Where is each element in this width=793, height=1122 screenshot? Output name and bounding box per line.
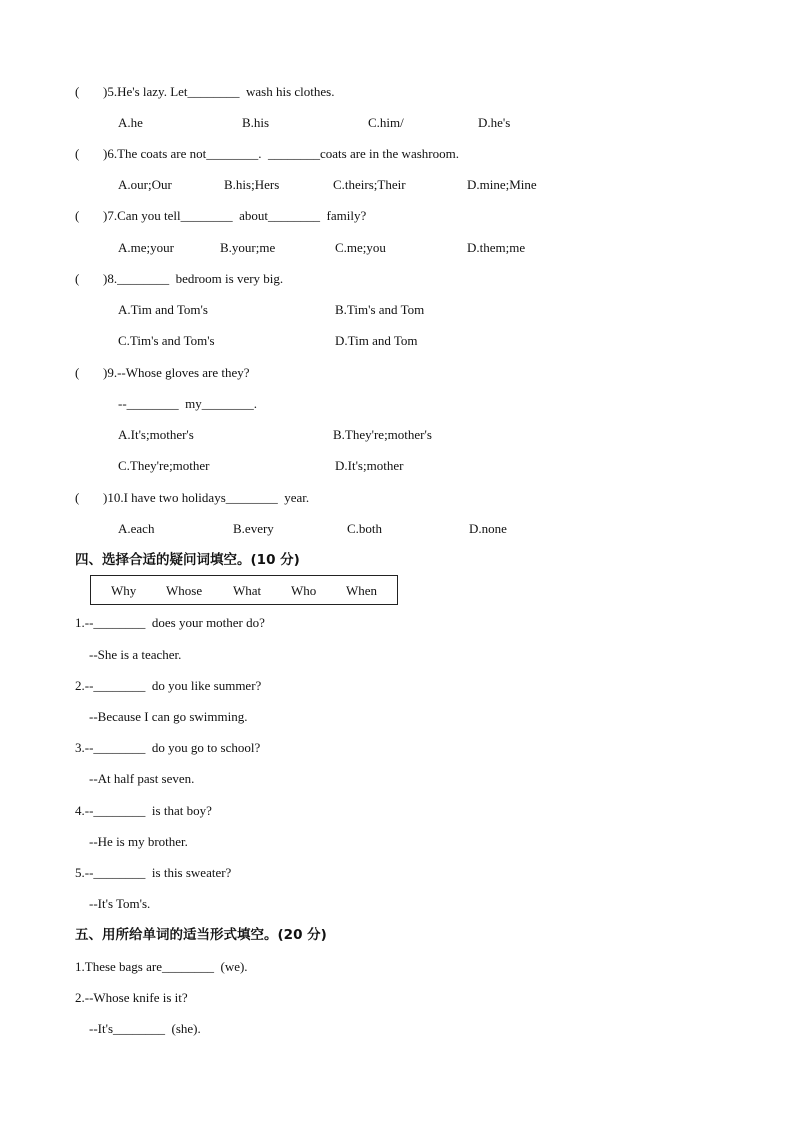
- answer-line: --It's Tom's.: [89, 896, 151, 911]
- question-stem: )5.He's lazy. Let________ wash his clothes.: [103, 84, 335, 99]
- word-bank-box: [90, 575, 398, 605]
- word-bank-item: Why: [111, 583, 137, 598]
- word-bank-item: What: [233, 583, 262, 598]
- option-c: C.him/: [368, 115, 404, 130]
- section-heading: 四、选择合适的疑问词填空。(10 分): [75, 552, 300, 568]
- answer-line: --At half past seven.: [89, 771, 195, 786]
- option-c: C.They're;mother: [118, 458, 210, 473]
- option-a: A.Tim and Tom's: [118, 302, 208, 317]
- option-c: C.theirs;Their: [333, 177, 406, 192]
- answer-paren: (: [75, 271, 80, 286]
- option-b: B.his;Hers: [224, 177, 280, 192]
- option-c: C.me;you: [335, 240, 386, 255]
- question-line: 2.--________ do you like summer?: [75, 678, 262, 693]
- option-b: B.They're;mother's: [333, 427, 432, 442]
- answer-line: --It's________ (she).: [89, 1021, 201, 1036]
- option-a: A.me;your: [118, 240, 174, 255]
- answer-paren: (: [75, 208, 80, 223]
- option-c: C.Tim's and Tom's: [118, 333, 215, 348]
- option-d: D.Tim and Tom: [335, 333, 418, 348]
- word-bank-item: Whose: [166, 583, 203, 598]
- question-line: 3.--________ do you go to school?: [75, 740, 261, 755]
- question-line: 5.--________ is this sweater?: [75, 865, 232, 880]
- answer-paren: (: [75, 146, 80, 161]
- answer-paren: (: [75, 365, 80, 380]
- option-b: B.Tim's and Tom: [335, 302, 425, 317]
- question-line: 1.--________ does your mother do?: [75, 615, 265, 630]
- question-line: 1.These bags are________ (we).: [75, 959, 248, 974]
- question-stem: )8.________ bedroom is very big.: [103, 271, 284, 286]
- answer-paren: (: [75, 490, 80, 505]
- option-d: D.he's: [478, 115, 511, 130]
- option-b: B.his: [242, 115, 270, 130]
- option-a: A.each: [118, 521, 155, 536]
- question-stem: )10.I have two holidays________ year.: [103, 490, 310, 505]
- option-c: C.both: [347, 521, 383, 536]
- option-d: D.It's;mother: [335, 458, 404, 473]
- question-stem: )6.The coats are not________. ________coats are in the washroom.: [103, 146, 459, 161]
- question-stem: )9.--Whose gloves are they?: [103, 365, 250, 380]
- option-a: A.It's;mother's: [118, 427, 194, 442]
- question-line: 2.--Whose knife is it?: [75, 990, 188, 1005]
- answer-line: --She is a teacher.: [89, 647, 182, 662]
- option-b: B.every: [233, 521, 274, 536]
- option-a: A.our;Our: [118, 177, 172, 192]
- option-a: A.he: [118, 115, 143, 130]
- word-bank-item: Who: [291, 583, 317, 598]
- answer-line: --He is my brother.: [89, 834, 188, 849]
- option-b: B.your;me: [220, 240, 276, 255]
- section-heading: 五、用所给单词的适当形式填空。(20 分): [75, 927, 327, 943]
- answer-paren: (: [75, 84, 80, 99]
- option-d: D.them;me: [467, 240, 526, 255]
- option-d: D.mine;Mine: [467, 177, 537, 192]
- option-d: D.none: [469, 521, 507, 536]
- word-bank-item: When: [346, 583, 378, 598]
- answer-line: --Because I can go swimming.: [89, 709, 248, 724]
- question-sub: --________ my________.: [118, 396, 258, 411]
- question-stem: )7.Can you tell________ about________ family?: [103, 208, 367, 223]
- question-line: 4.--________ is that boy?: [75, 803, 212, 818]
